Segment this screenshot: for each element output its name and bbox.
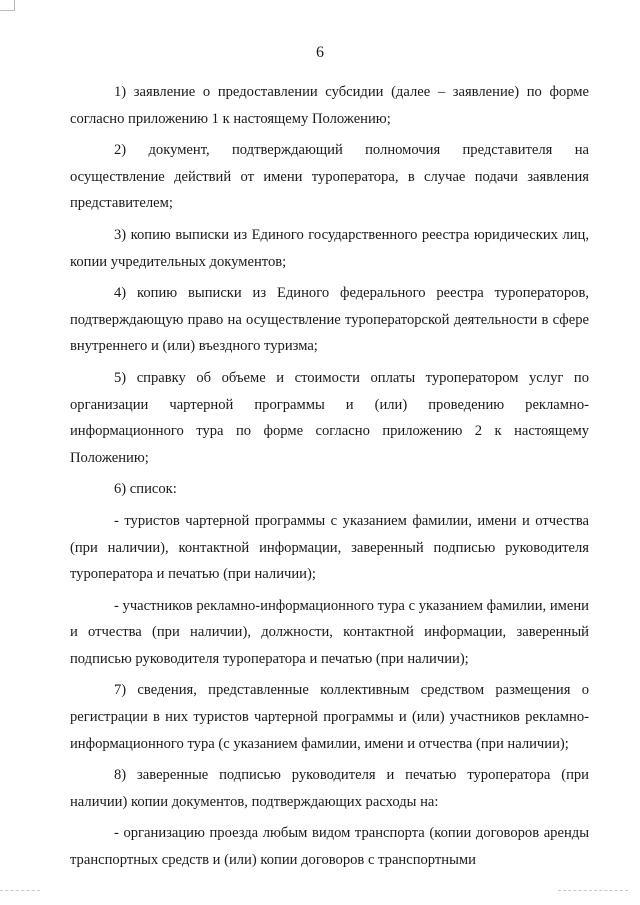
scan-footer-line-right [558, 890, 628, 891]
paragraph-item-4: 4) копию выписки из Единого федерального реестра туроператоров, подтверждающую право на осуществление туроператорской деятельности в сфере внутреннего и (или) въездного туризма; [70, 285, 589, 355]
scan-footer-line-left [0, 890, 40, 891]
paragraph-item-1: 1) заявление о предоставлении субсидии (далее – заявление) по форме согласно приложению 1 к настоящему Положению; [70, 84, 589, 127]
paragraph-item-7: 7) сведения, представленные коллективным средством размещения о регистрации в них туристов чартерной программы и (или) участников рекламно-информационного тура (с указанием фамилии, имени и отчества (при наличии); [70, 682, 589, 752]
paragraph-item-3: 3) копию выписки из Единого государственного реестра юридических лиц, копии учредительных документов; [70, 226, 589, 270]
paragraph-item-2: 2) документ, подтверждающий полномочия представителя на осуществление действий от имени туроператора, в случае подачи заявления представителем; [70, 142, 589, 212]
paragraph-subitem-participants: - участников рекламно-информационного тура с указанием фамилии, имени и отчества (при наличии), должности, контактной информации, заверенный подписью руководителя туроператора и печатью (при наличии); [70, 597, 589, 667]
document-body [70, 79, 589, 874]
page-number: 6 [316, 44, 324, 61]
paragraph-subitem-transport: - организацию проезда любым видом транспорта (копии договоров аренды транспортных средств и (или) копии договоров с транспортными [70, 825, 589, 869]
paragraph-item-5: 5) справку об объеме и стоимости оплаты туроператором услуг по организации чартерной программы и (или) проведению рекламно-информационного тура по форме согласно приложению 2 к настоящему Положению; [70, 369, 589, 466]
paragraph-item-6: 6) список: [114, 481, 177, 498]
paragraph-item-8: 8) заверенные подписью руководителя и печатью туроператора (при наличии) копии документов, подтверждающих расходы на: [70, 767, 589, 810]
paragraph-subitem-tourists: - туристов чартерной программы с указанием фамилии, имени и отчества (при наличии), контактной информации, заверенный подписью руководителя туроператора и печатью (при наличии); [70, 512, 589, 583]
scan-corner-mark [0, 0, 15, 11]
